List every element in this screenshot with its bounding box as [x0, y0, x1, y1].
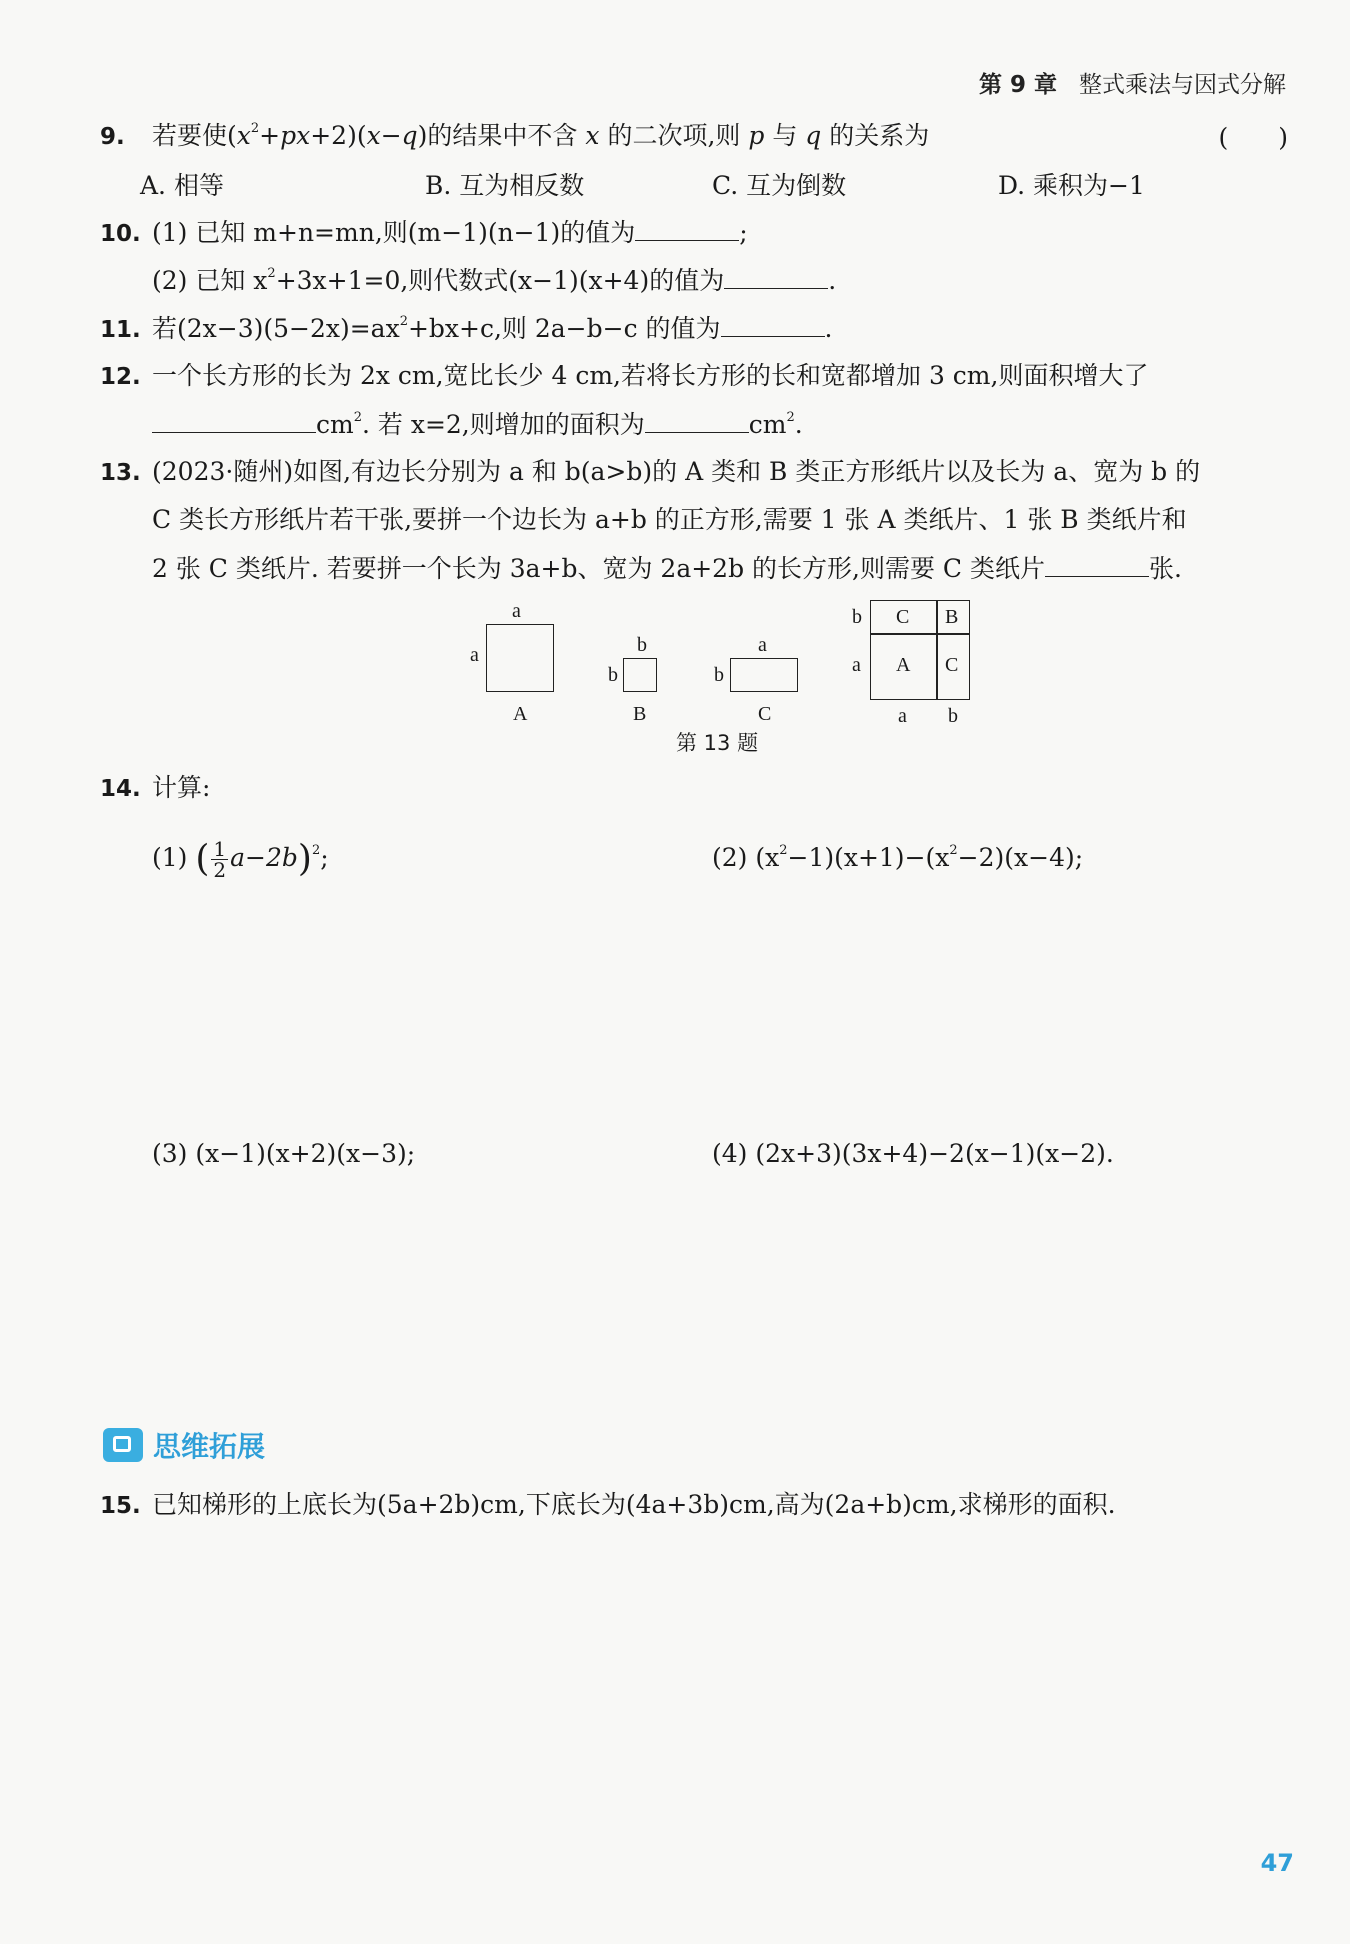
- rect-c: [730, 658, 798, 692]
- answer-blank[interactable]: [1045, 550, 1149, 577]
- page-number: 47: [1260, 1849, 1294, 1877]
- label-b: b: [637, 634, 647, 656]
- square-b: [623, 658, 657, 692]
- text: (2023·随州)如图,有边长分别为 a 和 b(a>b)的 A 类和 B 类正方形纸片以及长为 a、宽为 b 的: [152, 457, 1201, 486]
- exponent: 2: [311, 843, 321, 858]
- text: . 若 x=2,则增加的面积为: [362, 410, 645, 439]
- exponent: 2: [267, 266, 276, 281]
- text: −: [380, 121, 402, 150]
- question-14: [100, 770, 210, 807]
- question-13-line-2: C 类长方形纸片若干张,要拼一个边长为 a+b 的正方形,需要 1 张 A 类纸片、1 张 B 类纸片和: [152, 505, 1187, 534]
- chapter-title: 整式乘法与因式分解: [1079, 72, 1286, 98]
- text: (2) 已知 x: [152, 266, 268, 295]
- option-c: C. 互为倒数: [712, 171, 847, 200]
- text: −1)(x+1)−(x: [787, 843, 950, 872]
- label-a: a: [512, 600, 521, 622]
- var: px: [280, 121, 311, 150]
- square-a: [486, 624, 554, 692]
- question-9: [100, 118, 929, 155]
- section-header: [103, 1425, 265, 1465]
- text: 与: [772, 121, 798, 150]
- text: ;: [739, 218, 748, 247]
- option-b: B. 互为相反数: [425, 171, 585, 200]
- text: +2)(: [310, 121, 367, 150]
- label-b: b: [948, 705, 958, 727]
- question-number: 13.: [100, 460, 141, 486]
- question-number: 14.: [100, 776, 141, 802]
- exponent: 2: [399, 314, 408, 329]
- divider-v: [936, 600, 938, 700]
- label-C: C: [896, 606, 910, 628]
- question-14-part-2: [712, 840, 1083, 876]
- question-number: 10.: [100, 221, 141, 247]
- var: x: [236, 121, 251, 150]
- exponent: 2: [250, 121, 260, 136]
- question-number: 15.: [100, 1493, 141, 1519]
- text: )的结果中不含: [417, 121, 578, 150]
- divider-h: [870, 633, 970, 635]
- section-title: 思维拓展: [153, 1430, 266, 1463]
- var: p: [748, 121, 765, 150]
- question-12-line-2: [152, 406, 803, 443]
- exponent: 2: [949, 843, 958, 858]
- text: 已知梯形的上底长为(5a+2b)cm,下底长为(4a+3b)cm,高为(2a+b)cm,求梯形的面积.: [152, 1490, 1116, 1519]
- text: 张.: [1149, 554, 1182, 583]
- text: −2)(x−4);: [957, 843, 1084, 872]
- question-number: 11.: [100, 317, 141, 343]
- question-10-part-2: [152, 262, 836, 299]
- label-b: b: [714, 664, 724, 686]
- label-a: a: [852, 654, 861, 676]
- text: 若(2x−3)(5−2x)=ax: [152, 314, 400, 343]
- text: cm: [748, 410, 787, 439]
- question-10-part-1: [100, 214, 748, 252]
- text: 若要使(: [152, 121, 237, 150]
- chapter-number: 第 9 章: [978, 72, 1057, 98]
- running-header: [979, 66, 1286, 99]
- label-b: b: [852, 606, 862, 628]
- question-number: 9.: [100, 124, 125, 150]
- text: 的二次项,则: [607, 121, 741, 150]
- paren-close: ): [297, 838, 312, 880]
- label-A: A: [513, 703, 528, 725]
- text: +bx+c,则 2a−b−c 的值为: [407, 314, 721, 343]
- text: .: [828, 266, 837, 295]
- text: .: [794, 410, 803, 439]
- denominator: 2: [213, 858, 227, 882]
- text: ;: [320, 843, 329, 872]
- label-A: A: [896, 654, 911, 676]
- label-B: B: [633, 703, 647, 725]
- question-13-line-1: [100, 454, 1200, 491]
- text: 计算:: [152, 773, 211, 802]
- answer-blank[interactable]: [635, 214, 739, 241]
- text: .: [824, 314, 833, 343]
- text: (1) 已知 m+n=mn,则(m−1)(n−1)的值为: [152, 218, 636, 247]
- label-a: a: [470, 644, 479, 666]
- label-b: b: [608, 664, 618, 686]
- section-icon: [103, 1428, 143, 1462]
- label-C: C: [758, 703, 772, 725]
- label-a: a: [758, 634, 767, 656]
- answer-blank[interactable]: [721, 310, 825, 337]
- exponent: 2: [786, 410, 795, 425]
- text: (2) (x: [712, 843, 780, 872]
- var: q: [805, 121, 822, 150]
- paren-open: (: [195, 838, 210, 880]
- question-14-part-4: (4) (2x+3)(3x+4)−2(x−1)(x−2).: [712, 1139, 1114, 1168]
- figure-caption: 第 13 题: [676, 731, 759, 755]
- text: +: [259, 121, 281, 150]
- question-12-line-1: [100, 358, 1148, 395]
- exponent: 2: [353, 410, 362, 425]
- option-a: A. 相等: [140, 171, 224, 200]
- text: 的关系为: [829, 121, 930, 150]
- text: 2 张 C 类纸片. 若要拼一个长为 3a+b、宽为 2a+2b 的长方形,则需要 C 类纸片: [152, 554, 1046, 583]
- label-a: a: [898, 705, 907, 727]
- answer-blank[interactable]: [152, 406, 316, 433]
- question-number: 12.: [100, 364, 141, 390]
- text: (1): [152, 843, 188, 872]
- question-11: [100, 310, 832, 348]
- label-C: C: [945, 654, 959, 676]
- question-15: [100, 1487, 1116, 1524]
- var: q: [401, 121, 418, 150]
- fraction: [211, 839, 228, 880]
- label-B: B: [945, 606, 959, 628]
- question-13-line-3: [152, 550, 1182, 587]
- var: x: [585, 121, 600, 150]
- question-14-part-3: (3) (x−1)(x+2)(x−3);: [152, 1139, 416, 1168]
- text: +3x+1=0,则代数式(x−1)(x+4)的值为: [275, 266, 725, 295]
- option-d: D. 乘积为−1: [998, 171, 1145, 200]
- question-14-part-1: [152, 828, 329, 888]
- text: 一个长方形的长为 2x cm,宽比长少 4 cm,若将长方形的长和宽都增加 3 cm,则面积增大了: [152, 361, 1149, 390]
- text: cm: [316, 410, 354, 439]
- expression: a−2b: [230, 843, 298, 872]
- answer-bracket: ( ): [1218, 123, 1288, 152]
- answer-blank[interactable]: [724, 262, 828, 289]
- answer-blank[interactable]: [645, 406, 749, 433]
- exponent: 2: [779, 843, 788, 858]
- numerator: 1: [213, 837, 227, 861]
- var: x: [366, 121, 381, 150]
